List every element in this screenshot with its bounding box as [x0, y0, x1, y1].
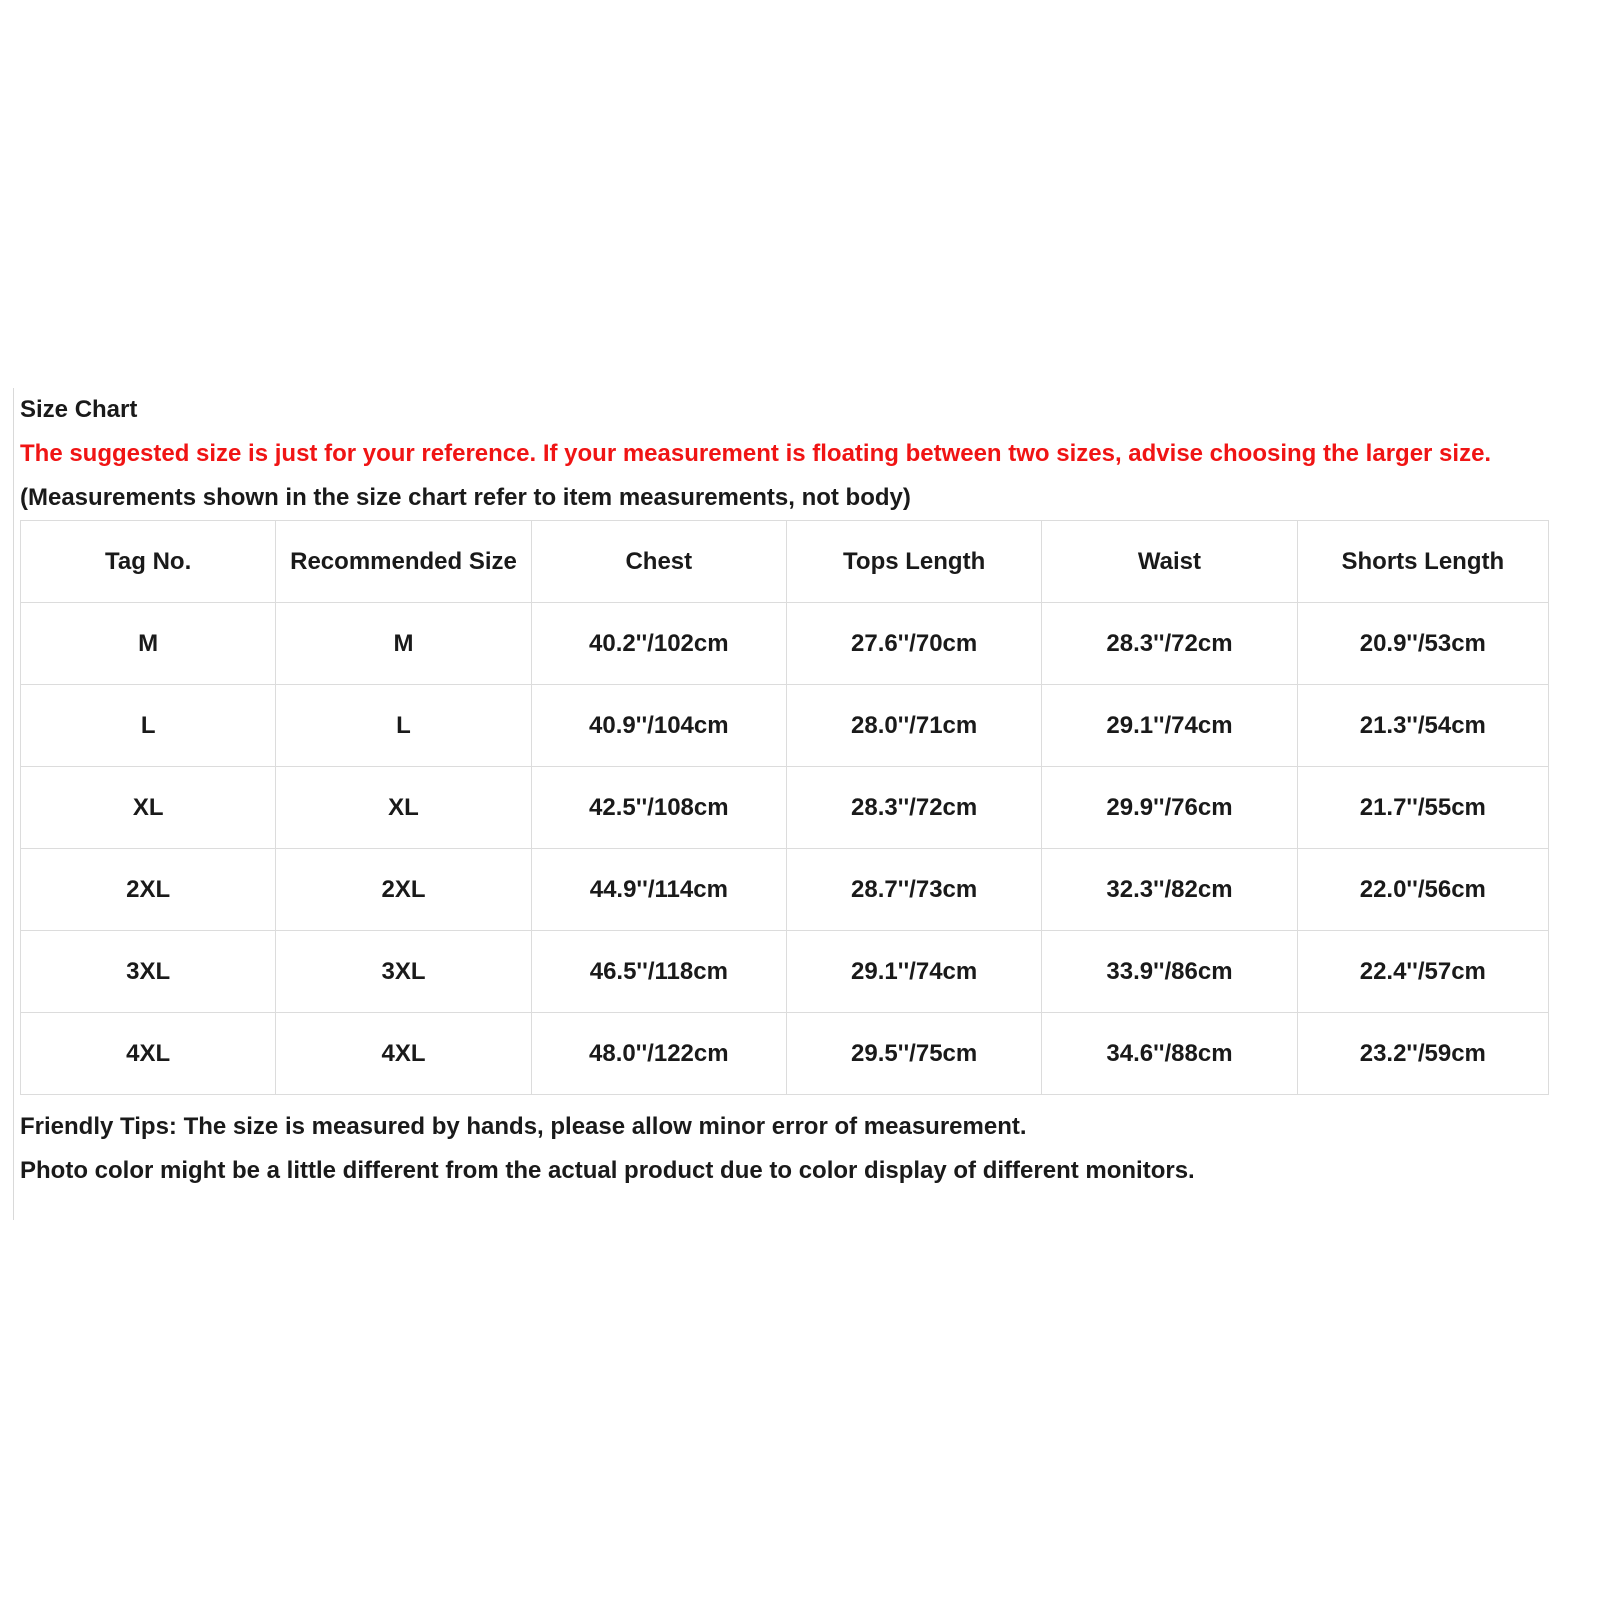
table-row: [21, 767, 1549, 849]
header-recommended-size: Recommended Size: [276, 521, 531, 603]
tip-measurement: Friendly Tips: The size is measured by hands, please allow minor error of measurement.: [20, 1113, 1027, 1140]
table-row: [21, 849, 1549, 931]
size-notice: The suggested size is just for your reference. If your measurement is floating between two sizes, advise choosing the larger size.: [20, 440, 1492, 467]
tip-photo-color: Photo color might be a little different from the actual product due to color display of different monitors.: [20, 1157, 1195, 1184]
header-chest: Chest: [531, 521, 786, 603]
header-waist: Waist: [1042, 521, 1297, 603]
measurement-note: (Measurements shown in the size chart refer to item measurements, not body): [20, 484, 911, 511]
header-shorts-length: Shorts Length: [1297, 521, 1548, 603]
cell-shorts-length: 22.4''/57cm: [1297, 931, 1548, 1013]
header-tag-no: Tag No.: [21, 521, 276, 603]
cell-recommended-size: 4XL: [276, 1013, 531, 1095]
cell-recommended-size: XL: [276, 767, 531, 849]
cell-chest: 42.5''/108cm: [531, 767, 786, 849]
cell-waist: 28.3''/72cm: [1042, 603, 1297, 685]
size-table: [20, 520, 1549, 1095]
cell-waist: 33.9''/86cm: [1042, 931, 1297, 1013]
cell-tag-no: L: [21, 685, 276, 767]
table-row: [21, 1013, 1549, 1095]
cell-tops-length: 29.1''/74cm: [786, 931, 1041, 1013]
table-row: [21, 931, 1549, 1013]
table-header-row: [21, 521, 1549, 603]
cell-tops-length: 28.0''/71cm: [786, 685, 1041, 767]
cell-recommended-size: L: [276, 685, 531, 767]
cell-recommended-size: M: [276, 603, 531, 685]
size-chart-section: [20, 388, 1595, 1193]
cell-waist: 32.3''/82cm: [1042, 849, 1297, 931]
header-tops-length: Tops Length: [786, 521, 1041, 603]
cell-chest: 44.9''/114cm: [531, 849, 786, 931]
size-chart-title: Size Chart: [20, 396, 138, 423]
cell-chest: 46.5''/118cm: [531, 931, 786, 1013]
cell-waist: 34.6''/88cm: [1042, 1013, 1297, 1095]
cell-tag-no: 4XL: [21, 1013, 276, 1095]
table-row: [21, 603, 1549, 685]
cell-tops-length: 27.6''/70cm: [786, 603, 1041, 685]
cell-shorts-length: 23.2''/59cm: [1297, 1013, 1548, 1095]
cell-waist: 29.1''/74cm: [1042, 685, 1297, 767]
cell-shorts-length: 22.0''/56cm: [1297, 849, 1548, 931]
cell-chest: 40.9''/104cm: [531, 685, 786, 767]
cell-shorts-length: 20.9''/53cm: [1297, 603, 1548, 685]
cell-tag-no: 3XL: [21, 931, 276, 1013]
cell-shorts-length: 21.3''/54cm: [1297, 685, 1548, 767]
left-divider: [13, 388, 14, 1220]
cell-tag-no: M: [21, 603, 276, 685]
cell-tops-length: 29.5''/75cm: [786, 1013, 1041, 1095]
cell-shorts-length: 21.7''/55cm: [1297, 767, 1548, 849]
table-row: [21, 685, 1549, 767]
cell-tag-no: 2XL: [21, 849, 276, 931]
cell-chest: 48.0''/122cm: [531, 1013, 786, 1095]
cell-tops-length: 28.7''/73cm: [786, 849, 1041, 931]
cell-tag-no: XL: [21, 767, 276, 849]
cell-waist: 29.9''/76cm: [1042, 767, 1297, 849]
cell-chest: 40.2''/102cm: [531, 603, 786, 685]
cell-tops-length: 28.3''/72cm: [786, 767, 1041, 849]
friendly-tips: [20, 1105, 1595, 1193]
cell-recommended-size: 3XL: [276, 931, 531, 1013]
cell-recommended-size: 2XL: [276, 849, 531, 931]
